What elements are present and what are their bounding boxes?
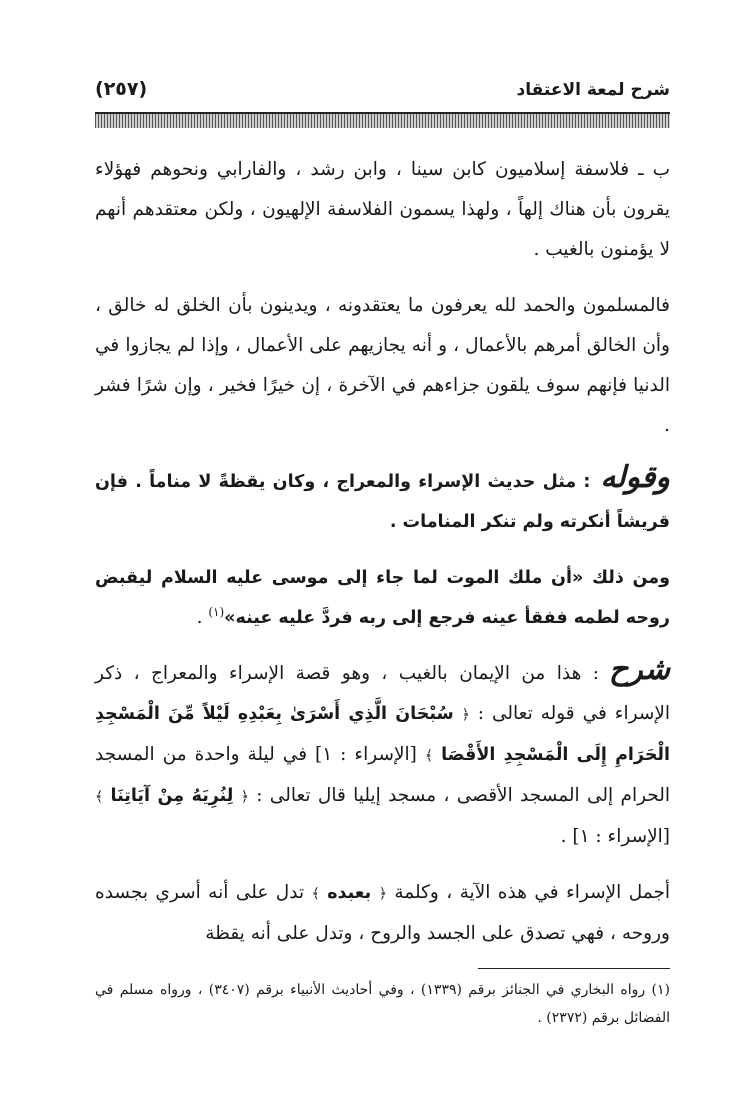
- body-text: [95, 150, 670, 970]
- body-soul-text: تدل على أنه أسري بجسده وروحه ، فهي تصدق على الجسد والروح ، وتدل على أنه يقظة: [95, 882, 670, 944]
- paragraph-quote-musa: [95, 558, 670, 638]
- word-close-brace: ﴾: [311, 886, 320, 902]
- page-header: [95, 78, 670, 108]
- verse-open-brace: ﴿: [461, 707, 470, 723]
- paragraph-explanation: [95, 654, 670, 857]
- footnote-reference: (١): [208, 604, 225, 619]
- verse-close-brace: ﴾: [424, 748, 434, 764]
- explanation-intro: : هذا من الإيمان بالغيب ، وهو قصة الإسراء والمعراج ، ذكر الإسراء في قوله تعالى :: [95, 663, 671, 724]
- page-number: (٢٥٧): [95, 78, 148, 100]
- paragraph-muslims: فالمسلمون والحمد لله يعرفون ما يعتقدونه ، ويدينون بأن الخلق له خالق ، وأن الخالق أمرهم بالأعمال ، و أنه يجازيهم على الأعمال ، وإذا لم يجازوا في الدنيا فإنهم سوف يلقون جزاءهم في الآخرة ، إن خيرًا فخير ، وإن شرًا فشر .: [95, 295, 670, 436]
- quote-isra-text: : مثل حديث الإسراء والمعراج ، وكان يقظةً لا مناماً . فإن قريشاً أنكرته ولم تنكر المنامات .: [95, 472, 670, 532]
- quote-musa-end: .: [196, 607, 209, 628]
- verse-signs: لِنُرِيَهُ مِنْ آيَاتِنَا: [110, 786, 234, 806]
- explanation-end: [الإسراء : ١] .: [560, 826, 670, 847]
- explanation-marker: شرح: [608, 652, 670, 687]
- verse-open-brace: ﴿: [240, 789, 249, 805]
- paragraph-quote-isra: [95, 462, 670, 542]
- paragraph-philosophers: ب ـ فلاسفة إسلاميون كابن سينا ، وابن رشد ، والفارابي ونحوهم فهؤلاء يقرون بأن هناك إلهاً ، ولهذا يسمون الفلاسفة الإلهيون ، ولكن معتقدهم أنهم لا يؤمنون بالغيب .: [95, 159, 670, 260]
- footnote: (١) رواه البخاري في الجنائز برقم (١٣٣٩) ، وفي أحاديث الأنبياء برقم (٣٤٠٧) ، ورواه مسلم في الفضائل برقم (٢٣٧٢) .: [95, 982, 670, 1026]
- explanation-middle: [الإسراء : ١] في ليلة واحدة من المسجد الحرام إلى المسجد الأقصى ، مسجد إيليا قال تعالى :: [95, 744, 671, 806]
- header-divider: [95, 112, 670, 128]
- body-soul-intro: أجمل الإسراء في هذه الآية ، وكلمة: [394, 882, 671, 903]
- quote-marker: وقوله: [600, 460, 670, 495]
- footnote-divider: [478, 968, 670, 969]
- verse-isra: سُبْحَانَ الَّذِي أَسْرَىٰ بِعَبْدِهِ لَيْلاً مِّنَ الْمَسْجِدِ الْحَرَامِ إِلَى الْمَسْجِدِ الأَقْصَا: [95, 704, 670, 765]
- book-title: شرح لمعة الاعتقاد: [516, 80, 670, 100]
- word-abdihi: بعبده: [327, 883, 372, 903]
- verse-close-brace: ﴾: [95, 789, 104, 805]
- word-open-brace: ﴿: [378, 886, 387, 902]
- paragraph-body-soul: [95, 873, 670, 954]
- quote-musa-text: ومن ذلك «أن ملك الموت لما جاء إلى موسى عليه السلام ليقبض روحه لطمه ففقأ عينه فرجع إلى ربه فردَّ عليه عينه»: [95, 568, 670, 628]
